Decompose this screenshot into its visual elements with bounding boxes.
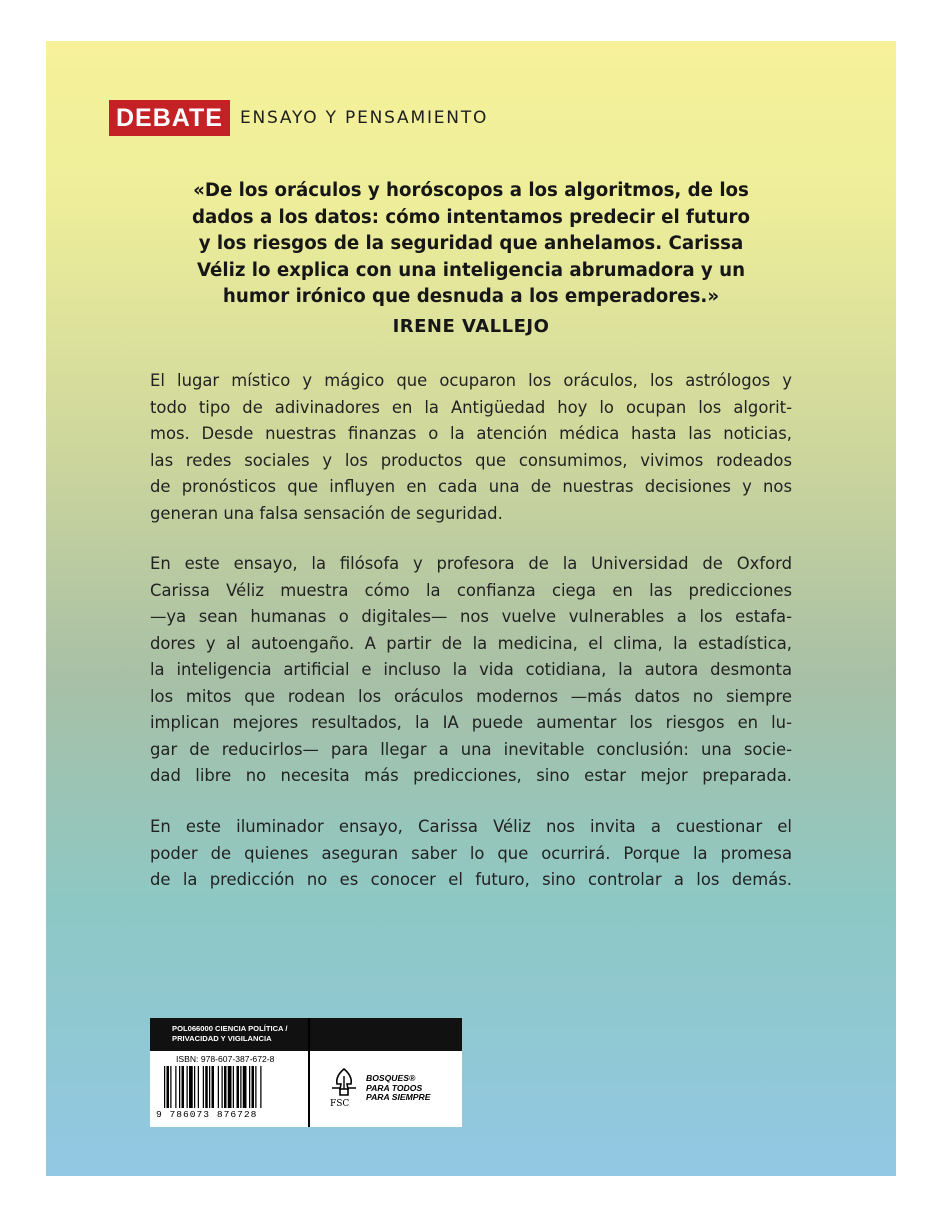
fsc-slogan-line: BOSQUES®	[366, 1073, 416, 1083]
barcode-bar	[194, 1066, 195, 1108]
quote-line: humor irónico que desnuda a los emperadores.»	[222, 286, 720, 307]
barcode-bar	[255, 1066, 256, 1108]
barcode-bar	[218, 1066, 219, 1108]
category-line: PRIVACIDAD Y VIGILANCIA	[172, 1033, 272, 1043]
fsc-slogan	[366, 1074, 430, 1103]
text-line: generan una falsa sensación de seguridad.	[150, 503, 503, 523]
barcode-bar	[237, 1066, 240, 1108]
barcode-panel	[150, 1018, 462, 1127]
blurb-quote	[148, 178, 794, 311]
subject-category	[150, 1018, 308, 1051]
text-line: dores y al autoengaño. A partir de la medicina, el clima, la estadística,	[150, 633, 792, 653]
barcode-bar	[187, 1066, 188, 1108]
isbn-label: ISBN: 978-607-387-672-8	[176, 1054, 275, 1064]
barcode-bar	[233, 1066, 234, 1108]
quote-line: dados a los datos: cómo intentamos predecir el futuro	[191, 206, 750, 228]
barcode-digits: 9 786073 876728	[156, 1109, 258, 1120]
text-line: El lugar místico y mágico que ocuparon los oráculos, los astrólogos y	[150, 371, 792, 390]
text-line: poder de quienes aseguran saber lo que ocurrirá. Porque la promesa	[150, 843, 792, 863]
text-line: todo tipo de adivinadores en la Antigüedad hoy lo ocupan los algorit-	[150, 397, 792, 417]
publisher-header	[109, 100, 488, 136]
barcode-bar	[222, 1066, 223, 1108]
text-line: las redes sociales y los productos que consumimos, vivimos rodeados	[150, 450, 792, 470]
fsc-header-band	[310, 1018, 462, 1051]
barcode-bar	[209, 1066, 210, 1108]
back-cover	[46, 41, 896, 1176]
fsc-tree-icon	[328, 1066, 360, 1098]
publisher-logo: DEBATE	[109, 100, 230, 136]
barcode-bar	[189, 1066, 193, 1108]
barcode-bar	[198, 1066, 199, 1108]
text-line: los mitos que rodean los oráculos modernos —más datos no siempre	[150, 686, 792, 706]
text-line: gar de reducirlos— para llegar a una inevitable conclusión: una socie-	[150, 739, 792, 759]
barcode-bar	[182, 1066, 185, 1108]
text-line: En este iluminador ensayo, Carissa Véliz nos invita a cuestionar el	[150, 817, 792, 836]
text-line: dad libre no necesita más predicciones, sino estar mejor preparada.	[150, 766, 792, 785]
fsc-label: FSC	[330, 1099, 350, 1109]
barcode-bar	[260, 1066, 261, 1108]
text-line: implican mejores resultados, la IA puede aumentar los riesgos en lu-	[150, 713, 792, 732]
text-line: de la predicción no es conocer el futuro, sino controlar a los demás.	[150, 870, 792, 889]
quote-line: «De los oráculos y horóscopos a los algoritmos, de los	[193, 180, 749, 201]
synopsis-paragraph-2	[150, 551, 792, 790]
text-line: En este ensayo, la filósofa y profesora de la Universidad de Oxford	[150, 554, 792, 573]
fsc-slogan-line: PARA TODOS	[366, 1082, 423, 1093]
text-line: la inteligencia artificial e incluso la vida cotidiana, la autora desmonta	[150, 660, 792, 679]
barcode-bar	[179, 1066, 180, 1108]
text-line: —ya sean humanas o digitales— nos vuelve vulnerables a los estafa-	[150, 607, 792, 626]
barcode-bar	[170, 1066, 171, 1108]
synopsis-paragraph-1	[150, 368, 792, 527]
quote-line: Véliz lo explica con una inteligencia abrumadora y un	[196, 259, 746, 281]
barcode-bar	[167, 1066, 170, 1108]
barcode-bar	[212, 1066, 215, 1108]
barcode-bar	[243, 1066, 247, 1108]
barcode-bar	[240, 1066, 241, 1108]
barcode-icon	[164, 1066, 296, 1108]
fsc-slogan-line: PARA SIEMPRE	[366, 1092, 431, 1103]
barcode-bar	[205, 1066, 208, 1108]
barcode-bar	[252, 1066, 255, 1108]
isbn-block	[150, 1018, 308, 1127]
quote-author: IRENE VALLEJO	[392, 316, 550, 337]
barcode-bar	[164, 1066, 165, 1108]
category-line: POL066000 CIENCIA POLÍTICA /	[172, 1024, 288, 1033]
barcode-bar	[249, 1066, 250, 1108]
text-line: de pronósticos que influyen en cada una de nuestras decisiones y nos	[150, 477, 792, 496]
collection-name: ENSAYO Y PENSAMIENTO	[239, 108, 489, 128]
barcode-bar	[224, 1066, 227, 1108]
text-line: Carissa Véliz muestra cómo la confianza ciega en las predicciones	[150, 580, 792, 600]
barcode-bar	[228, 1066, 232, 1108]
barcode-bar	[203, 1066, 204, 1108]
text-line: mos. Desde nuestras finanzas o la atención médica hasta las noticias,	[150, 424, 792, 443]
fsc-block	[308, 1018, 462, 1127]
synopsis-paragraph-3	[150, 814, 792, 894]
quote-line: y los riesgos de la seguridad que anhelamos. Carissa	[198, 233, 744, 254]
barcode-bar	[175, 1066, 176, 1108]
